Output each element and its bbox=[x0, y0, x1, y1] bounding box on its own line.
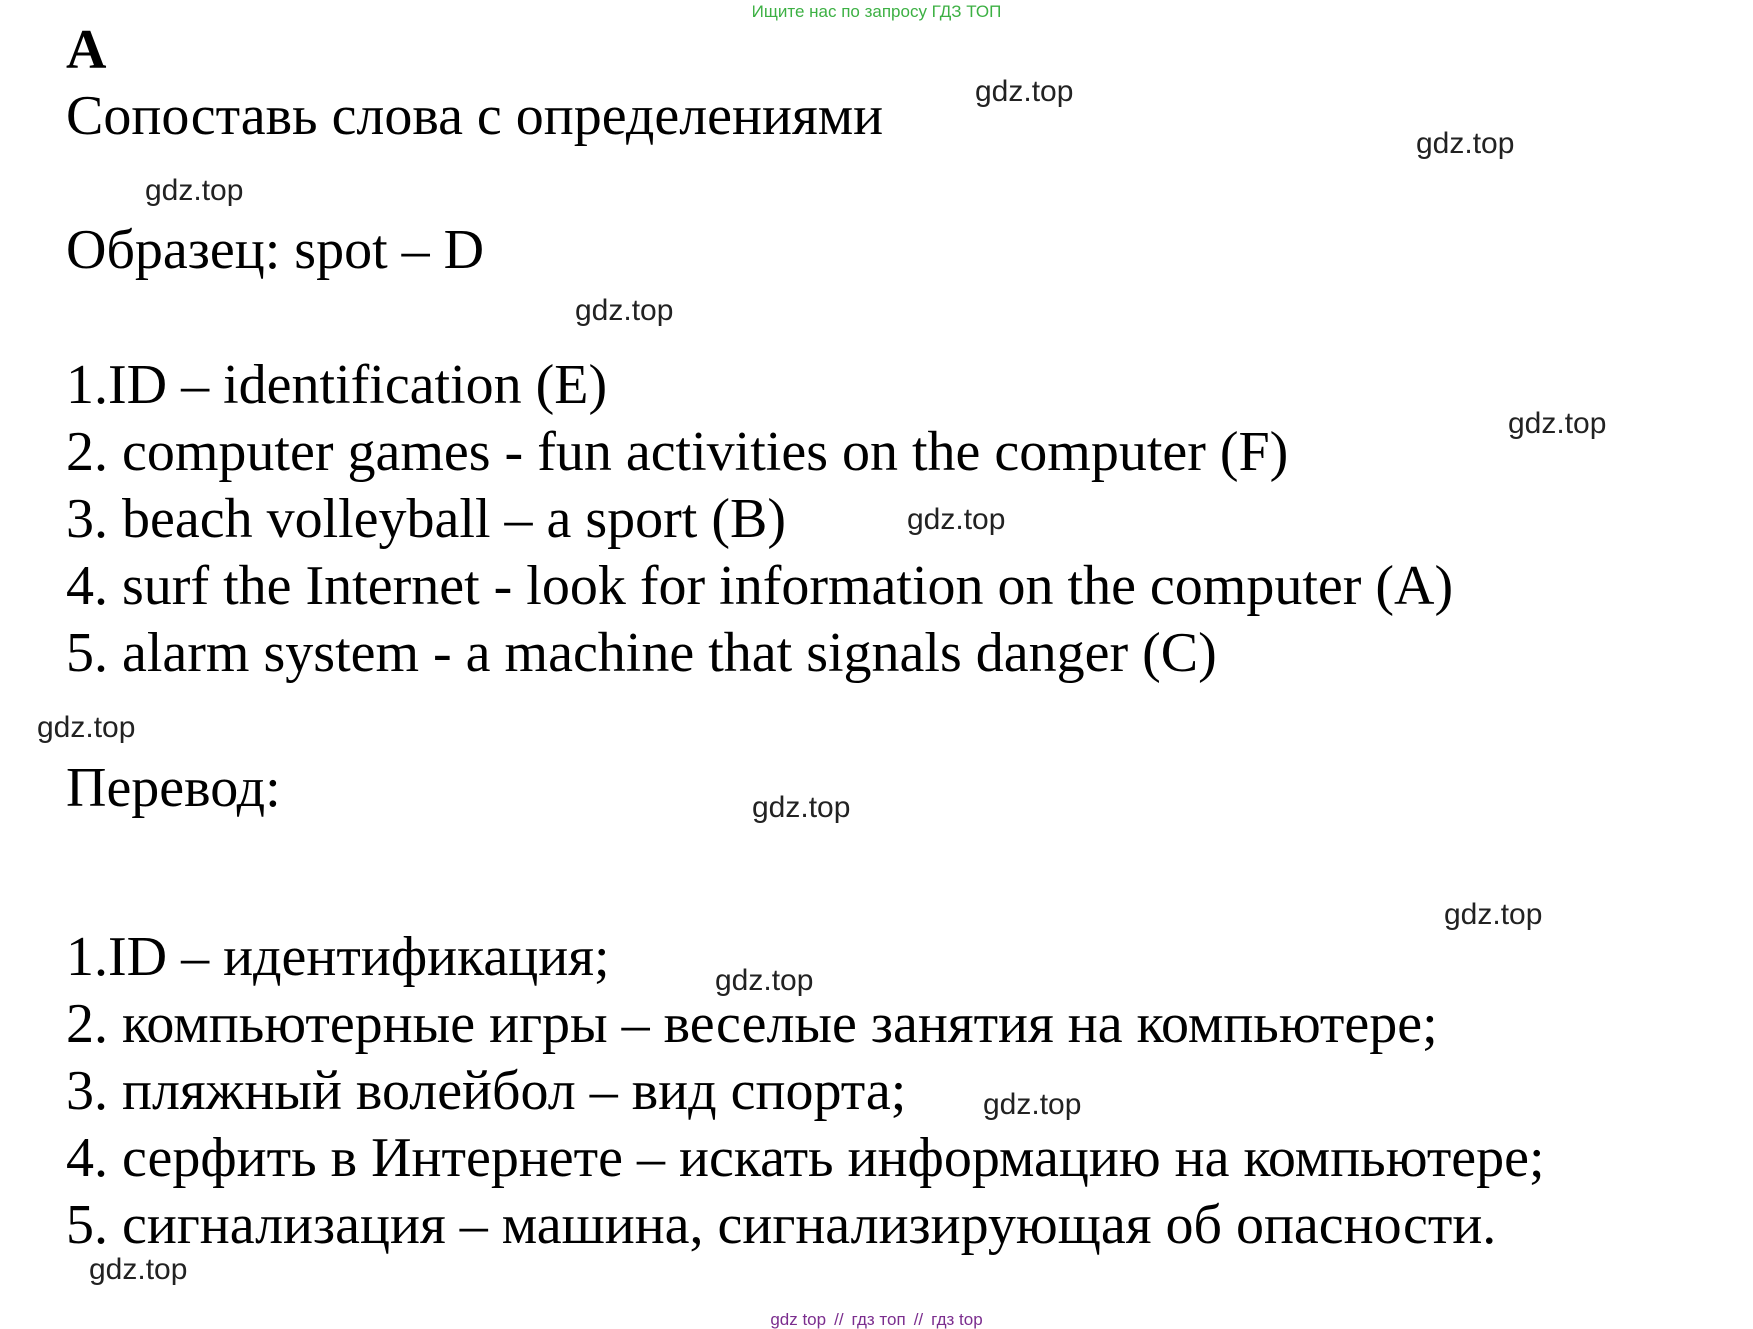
answer-item: 5. alarm system - a machine that signals danger (C) bbox=[66, 622, 1217, 684]
section-letter: A bbox=[66, 19, 107, 81]
answer-item: 2. computer games - fun activities on the computer (F) bbox=[66, 421, 1289, 483]
watermark: gdz.top bbox=[1508, 407, 1607, 440]
translation-item: 1.ID – идентификация; bbox=[66, 926, 610, 988]
top-banner: Ищите нас по запросу ГДЗ ТОП bbox=[751, 2, 1002, 21]
translation-item: 3. пляжный волейбол – вид спорта; bbox=[66, 1060, 907, 1122]
watermark: gdz.top bbox=[752, 791, 851, 824]
watermark: gdz.top bbox=[1444, 898, 1543, 931]
translation-item: 5. сигнализация – машина, сигнализирующая об опасности. bbox=[66, 1194, 1497, 1256]
translation-item: 4. серфить в Интернете – искать информацию на компьютере; bbox=[66, 1127, 1545, 1189]
footer-link-gdz-top-ru[interactable]: гдз топ bbox=[851, 1310, 906, 1329]
footer-separator: // bbox=[834, 1310, 844, 1329]
footer-links bbox=[0, 1311, 1753, 1328]
footer-link-gdz-top-mixed[interactable]: гдз top bbox=[931, 1310, 983, 1329]
watermark: gdz.top bbox=[575, 294, 674, 327]
footer-link-gdz-top[interactable]: gdz top bbox=[770, 1310, 827, 1329]
watermark: gdz.top bbox=[89, 1253, 188, 1286]
watermark: gdz.top bbox=[907, 503, 1006, 536]
watermark: gdz.top bbox=[1416, 127, 1515, 160]
answer-item: 3. beach volleyball – a sport (B) bbox=[66, 488, 787, 550]
task-title: Сопоставь слова с определениями bbox=[66, 85, 884, 147]
translation-label: Перевод: bbox=[66, 757, 281, 819]
watermark: gdz.top bbox=[715, 964, 814, 997]
footer-separator: // bbox=[913, 1310, 924, 1329]
answer-item: 4. surf the Internet - look for information on the computer (A) bbox=[66, 555, 1454, 617]
translation-item: 2. компьютерные игры – веселые занятия на компьютере; bbox=[66, 993, 1438, 1055]
watermark: gdz.top bbox=[983, 1088, 1082, 1121]
answer-item: 1.ID – identification (E) bbox=[66, 354, 608, 416]
example-line: Образец: spot – D bbox=[66, 219, 485, 281]
watermark: gdz.top bbox=[145, 174, 244, 207]
watermark: gdz.top bbox=[37, 711, 136, 744]
watermark: gdz.top bbox=[975, 75, 1074, 108]
